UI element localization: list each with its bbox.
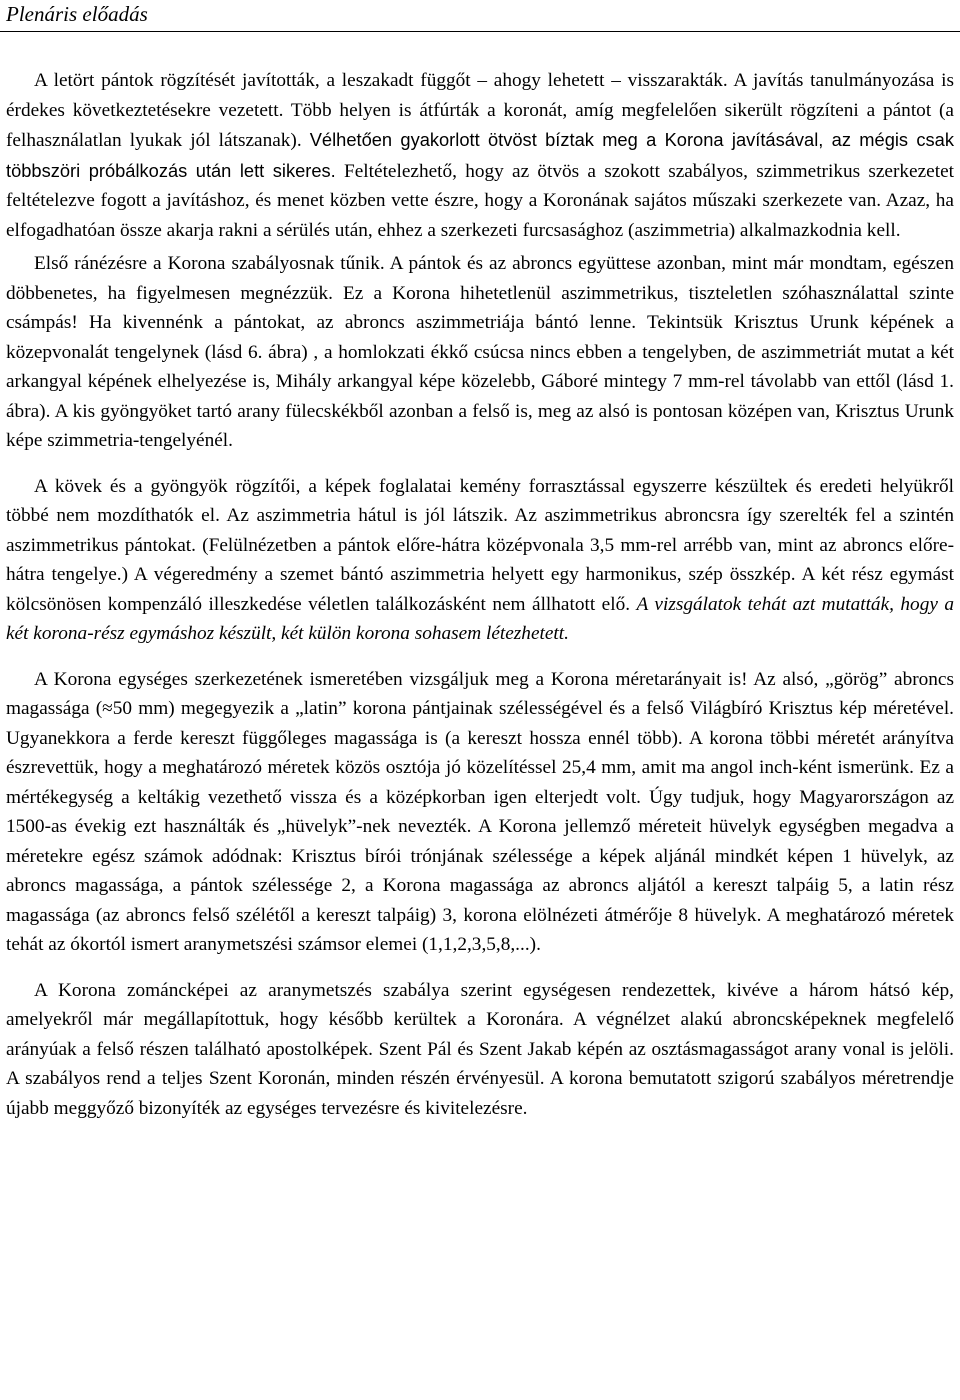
- paragraph-repair-text-a: A letört pántok rögzítését javították, a leszakadt függőt – ahogy lehetett – visszarakták. A javítás tanulmányozása is érdekes következtetésekre vezetett. Több helyen is átfúrták a koronát, amíg megfelelően sikerült rögzíteni a pántot (a felhasználatlan lyukak jól látszanak).: [6, 70, 954, 151]
- paragraph-repair-text-c: Feltételezhető, hogy az ötvös a szokott szabályos, szimmetrikus szerkezetet feltételezve fogott a javításhoz, és menet közben vette észre, hogy a Koronának sajátos műszaki szerkezete van. Azaz, ha elfogadhatóan össze akarja rakni a sérülés után, ehhez a szerkezeti furcsasághoz (aszimmetria) alkalmazkodnia kell.: [6, 160, 954, 241]
- page-header: [0, 0, 960, 32]
- paragraph-proportions: [6, 665, 954, 960]
- paragraph-repair-text-b: Vélhetően gyakorlott ötvöst bíztak meg a Korona javításával, az mégis csak többszöri próbálkozás után lett sikeres.: [6, 129, 954, 181]
- paragraph-golden-ratio-text: A Korona zománcképei az aranymetszés szabálya szerint egységesen rendezettek, kivéve a három hátsó kép, amelyekről már megállapítottuk, hogy később kerültek a Koronára. A végnélzet alakú abroncsképeknek megfelelő arányúak a felső részen található apostolképek. Szent Pál és Szent Jakab képén az osztásmagasságot arany vonal is jelöli. A szabályos rend a teljes Szent Koronán, minden részén érvényesül. A korona bemutatott szigorú szabályos méretrendje újabb meggyőző bizonyíték az egységes tervezésre és kivitelezésre.: [6, 979, 954, 1119]
- paragraph-stones-conclusion: A vizsgálatok tehát azt mutatták, hogy a két korona-rész egymáshoz készült, két külön korona sohasem létezhetett.: [6, 593, 954, 644]
- header-title: Plenáris előadás: [6, 2, 148, 26]
- paragraph-stones: [6, 472, 954, 649]
- paragraph-stones-text: A kövek és a gyöngyök rögzítői, a képek foglalatai kemény forrasztással egyszerre készültek és eredeti helyükről többé nem mozdíthatók el. Az aszimmetria hátul is jól látszik. Az aszimmetrikus abroncsra így szerelték fel a szintén aszimmetrikus pántokat. (Felülnézetben a pántok előre-hátra középvonala 3,5 mm-rel arrébb van, mint az abroncs előre-hátra tengelye.) A végeredmény a szemet bántó aszimmetria helyett egy harmonikus, szép összkép. A két rész egymást kölcsönösen kompenzáló illeszkedése véletlen találkozásként nem állhatott elő.: [6, 475, 954, 615]
- paragraph-asymmetry-text: Első ránézésre a Korona szabályosnak tűnik. A pántok és az abroncs együttese azonban, mint már mondtam, egészen döbbenetes, ha figyelmesen megnézzük. Ez a Korona hihetetlenül aszimmetrikus, tiszteletlen szóhasználattal szinte csámpás! Ha kivennénk a pántokat, az abroncs aszimmetriája bántó lenne. Tekintsük Krisztus Urunk képének a közepvonalát tengelynek (lásd 6. ábra) , a homlokzati ékkő csúcsa nincs ebben a tengelyben, de aszimmetriát mutat a két arkangyal képének elhelyezése is, Mihály arkangyal képe közelebb, Gáboré mintegy 7 mm-rel távolabb van ettől (lásd 1. ábra). A kis gyöngyöket tartó arany fülecskékből azonban a felső is, meg az alsó is pontosan középen van, Krisztus Urunk képe szimmetria-tengelyénél.: [6, 253, 954, 451]
- paragraph-golden-ratio: [6, 976, 954, 1124]
- paragraph-asymmetry: [6, 249, 954, 456]
- paragraph-repair: [6, 66, 954, 245]
- document-body: [6, 66, 954, 1139]
- paragraph-proportions-text: A Korona egységes szerkezetének ismeretében vizsgáljuk meg a Korona méretarányait is! Az alsó, „görög” abroncs magassága (≈50 mm) megegyezik a „latin” korona pántjainak szélességével és a felső Világbíró Krisztus kép méretével. Ugyanekkora a ferde kereszt függőleges magassága is (a kereszt hossza ennél több). A korona többi méretét arányítva észrevettük, hogy a meghatározó méretek közös osztója jó közelítéssel 25,4 mm, amit ma angol inch-ként ismerünk. Ez a mértékegység a keltákig vezethető vissza és a középkorban igen elterjedt volt. Úgy tudjuk, hogy Magyarországon az 1500-as évekig ezt használták és „hüvelyk”-nek nevezték. A Korona jellemző méreteit hüvelyk egységben megadva a méretekre egész számok adódnak: Krisztus bírói trónjának szélessége a képek aljánál mindkét képen 1 hüvelyk, az abroncs magassága, a pántok szélessége 2, a Korona magassága az abroncs aljától a kereszt talpáig 5, a latin rész magassága (az abroncs felső szélétől a kereszt talpáig) 3, korona elölnézeti átmérője 8 hüvelyk. A meghatározó méretek tehát az ókortól ismert aranymetszési számsor elemei (1,1,2,3,5,8,...).: [6, 668, 954, 955]
